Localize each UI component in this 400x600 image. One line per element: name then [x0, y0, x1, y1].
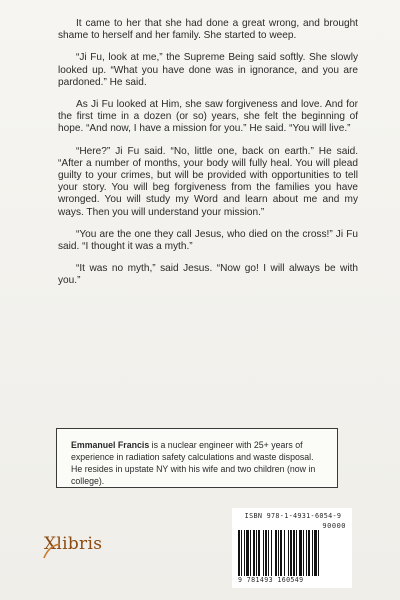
- isbn-barcode-block: [232, 508, 352, 588]
- story-paragraph: As Ji Fu looked at Him, she saw forgiveness and love. And for the first time in a dozen (or so) years, she felt the beginning of hope. “And now, I have a mission for you.” He said. “You will live.”: [58, 99, 358, 135]
- story-paragraph: “It was no myth,” said Jesus. “Now go! I will always be with you.”: [58, 263, 358, 287]
- barcode: [238, 530, 348, 576]
- story-excerpt: [58, 18, 358, 298]
- author-bio-text: is a nuclear engineer with 25+ years of experience in radiation safety calculations and waste disposal. He resides in upstate NY with his wife and two children (now in college).: [71, 440, 316, 486]
- price-code: 90000: [322, 522, 346, 530]
- story-paragraph: “You are the one they call Jesus, who died on the cross!” Ji Fu said. “I thought it was a myth.”: [58, 228, 358, 253]
- logo-swoosh-icon: [42, 542, 62, 562]
- publisher-logo-text: Xlibris: [44, 534, 103, 554]
- author-name: Emmanuel Francis: [71, 440, 150, 450]
- author-bio-box: [56, 428, 338, 488]
- barcode-digits: 9 781493 160549: [238, 576, 304, 584]
- story-paragraph: “Here?” Ji Fu said. “No, little one, back on earth.” He said. “After a number of months, your body will fully heal. You will plead guilty to your crimes, but will be provided with opportunities to tell your story. You will beg forgiveness from the families you have wronged. You will study my Word and learn about me and my ways. Then you will understand your mission.”: [58, 145, 358, 218]
- isbn-label: ISBN 978-1-4931-6054-9: [244, 512, 342, 520]
- story-paragraph: It came to her that she had done a great wrong, and brought shame to herself and her family. She started to weep.: [58, 18, 358, 42]
- story-paragraph: “Ji Fu, look at me,” the Supreme Being said softly. She slowly looked up. “What you have done was in ignorance, and you are pardoned.” He said.: [58, 52, 358, 88]
- publisher-logo: [44, 534, 126, 564]
